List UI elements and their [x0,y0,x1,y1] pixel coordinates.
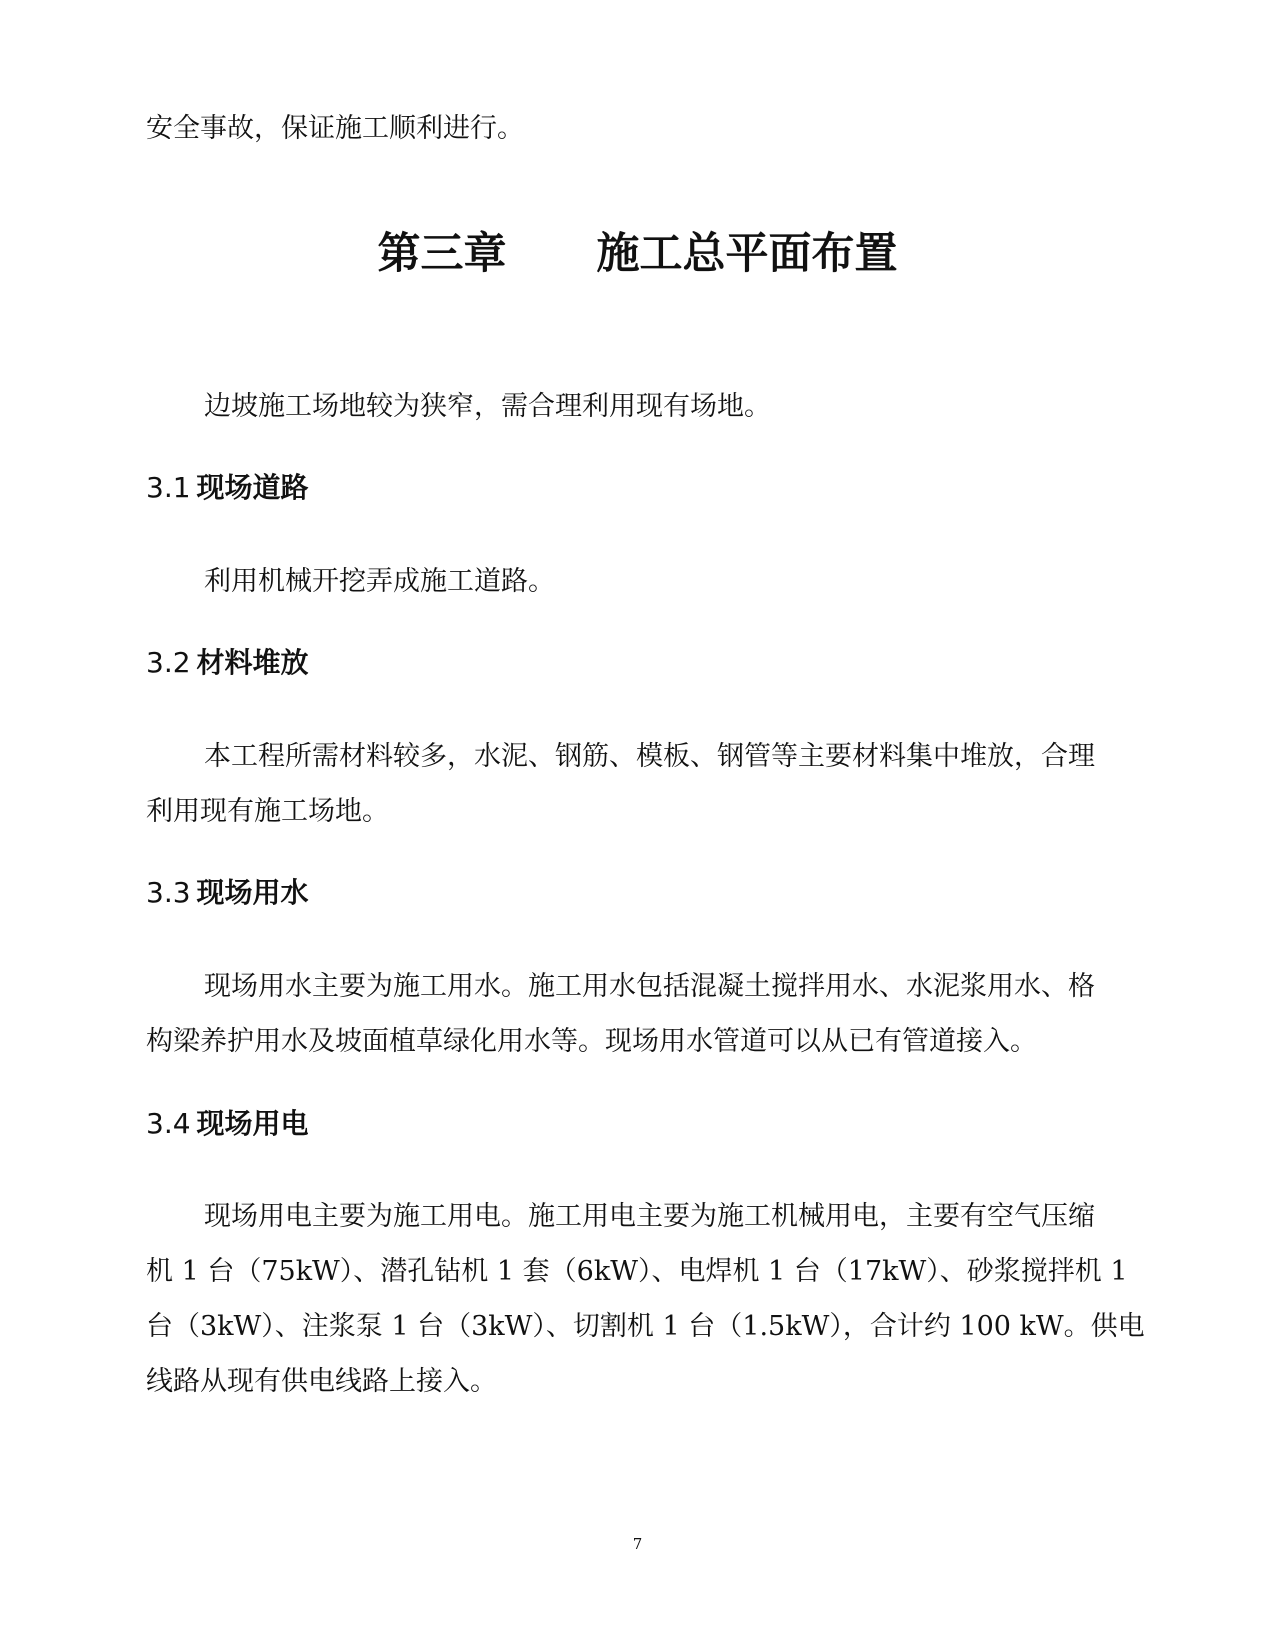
section-title: 现场用电 [196,1107,309,1140]
chapter-heading [0,228,1275,280]
section-heading-3-1 [146,470,309,506]
section-heading-3-2 [146,645,309,681]
paragraph-line: 现场用水主要为施工用水。施工用水包括混凝土搅拌用水、水泥浆用水、格 [204,971,1095,1002]
section-number: 3.2 [146,646,191,679]
paragraph-line: 现场用电主要为施工用电。施工用电主要为施工机械用电，主要有空气压缩 [204,1201,1095,1232]
paragraph-line: 利用机械开挖弄成施工道路。 [204,566,555,597]
paragraph-line: 利用现有施工场地。 [146,796,389,827]
section-number: 3.1 [146,471,191,504]
paragraph-line: 构梁养护用水及坡面植草绿化用水等。现场用水管道可以从已有管道接入。 [146,1026,1037,1057]
section-heading-3-3 [146,875,309,911]
section-number: 3.3 [146,876,191,909]
section-title: 材料堆放 [196,646,309,679]
section-title: 现场用水 [196,876,309,909]
chapter-number: 第三章 [377,229,507,279]
paragraph-line: 本工程所需材料较多，水泥、钢筋、模板、钢管等主要材料集中堆放，合理 [204,741,1095,772]
section-heading-3-4 [146,1106,309,1142]
paragraph-line: 机 1 台（75kW）、潜孔钻机 1 套（6kW）、电焊机 1 台（17kW）、砂浆搅拌机 1 [146,1256,1128,1287]
intro-tail-text: 安全事故，保证施工顺利进行。 [146,113,524,144]
chapter-intro-text: 边坡施工场地较为狭窄，需合理利用现有场地。 [204,391,771,422]
paragraph-line: 线路从现有供电线路上接入。 [146,1366,497,1397]
paragraph-line: 台（3kW）、注浆泵 1 台（3kW）、切割机 1 台（1.5kW），合计约 100 kW。供电 [146,1311,1145,1342]
page-number: 7 [632,1535,643,1553]
chapter-title: 施工总平面布置 [596,229,898,279]
section-number: 3.4 [146,1107,191,1140]
section-title: 现场道路 [196,471,309,504]
